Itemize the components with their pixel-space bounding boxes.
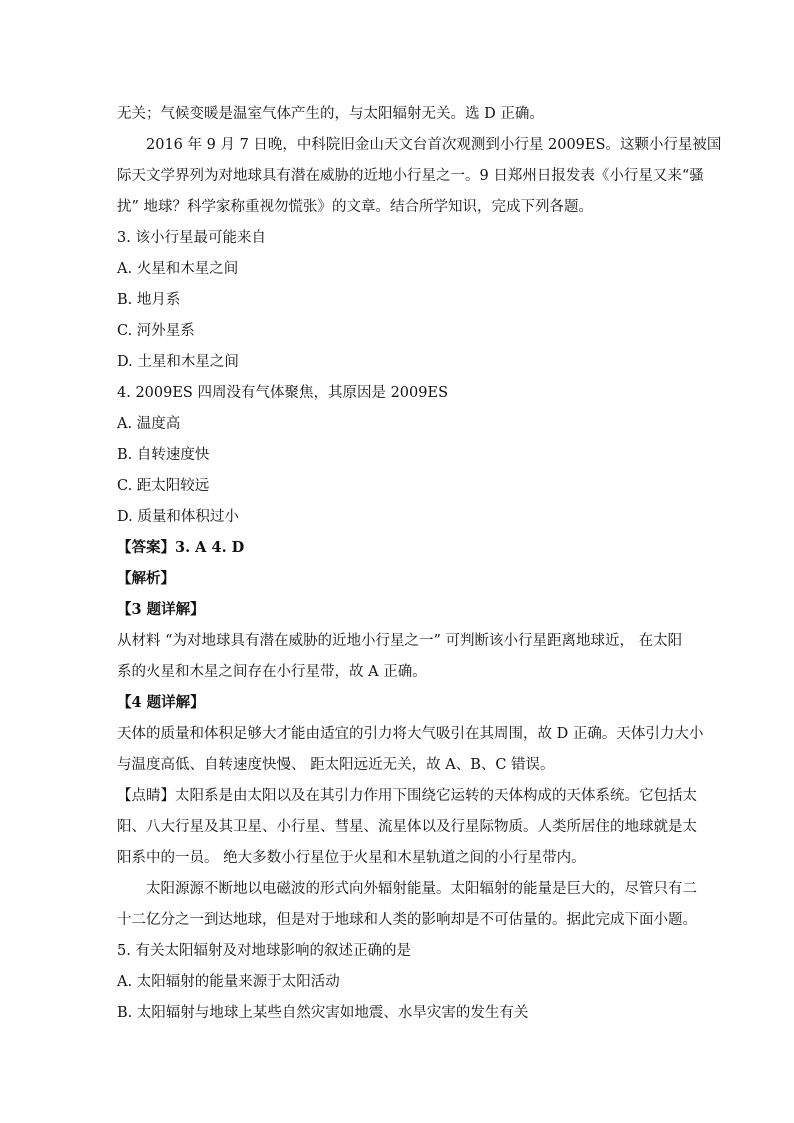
option-a: A. 温度高 xyxy=(117,416,181,432)
option-b: B. 地月系 xyxy=(117,292,181,308)
question-3: 3. 该小行星最可能来自 xyxy=(117,230,266,246)
q3-detail-heading: 【3 题详解】 xyxy=(117,601,205,618)
text-line: 从材料 “为对地球具有潜在威胁的近地小行星之一” 可判断该小行星距离地球近， 在太阳 xyxy=(117,633,683,649)
text-line: 系的火星和木星之间存在小行星带，故 A 正确。 xyxy=(117,664,427,680)
text-line: 阳、八大行星及其卫星、小行星、彗星、流星体以及行星际物质。人类所居住的地球就是太 xyxy=(117,819,697,835)
option-b: B. 太阳辐射与地球上某些自然灾害如地震、水旱灾害的发生有关 xyxy=(117,1005,529,1021)
option-a: A. 太阳辐射的能量来源于太阳活动 xyxy=(117,974,340,990)
text-line: 天体的质量和体积足够大才能由适宜的引力将大气吸引在其周围，故 D 正确。天体引力大小 xyxy=(117,726,704,742)
analysis-heading: 【解析】 xyxy=(117,570,175,587)
q4-detail-heading: 【4 题详解】 xyxy=(117,694,205,711)
option-d: D. 质量和体积过小 xyxy=(117,509,239,525)
question-5: 5. 有关太阳辐射及对地球影响的叙述正确的是 xyxy=(117,943,411,959)
answer-line: 【答案】3. A 4. D xyxy=(117,539,245,556)
text-line: 2016 年 9 月 7 日晚，中科院旧金山天文台首次观测到小行星 2009ES。这颗小行星被国 xyxy=(146,137,722,153)
text-line: 际天文学界列为对地球具有潜在威胁的近地小行星之一。9 日郑州日报发表《小行星又来“骚 xyxy=(117,168,704,184)
option-c: C. 距太阳较远 xyxy=(117,478,210,494)
option-b: B. 自转速度快 xyxy=(117,447,210,463)
option-d: D. 土星和木星之间 xyxy=(117,354,239,370)
point-summary: 【点睛】太阳系是由太阳以及在其引力作用下围绕它运转的天体构成的天体系统。它包括太 xyxy=(117,788,697,804)
option-a: A. 火星和木星之间 xyxy=(117,261,239,277)
text-line: 与温度高低、自转速度快慢、 距太阳远近无关，故 A、B、C 错误。 xyxy=(117,757,555,773)
question-4: 4. 2009ES 四周没有气体聚焦，其原因是 2009ES xyxy=(117,385,448,401)
text-line: 扰” 地球？科学家称重视勿慌张》的文章。结合所学知识，完成下列各题。 xyxy=(117,199,594,215)
text-line: 十二亿分之一到达地球，但是对于地球和人类的影响却是不可估量的。据此完成下面小题。 xyxy=(117,912,697,928)
text-line: 太阳源源不断地以电磁波的形式向外辐射能量。太阳辐射的能量是巨大的，尽管只有二 xyxy=(146,881,697,897)
text-line: 阳系中的一员。 绝大多数小行星位于火星和木星轨道之间的小行星带内。 xyxy=(117,850,586,866)
option-c: C. 河外星系 xyxy=(117,323,195,339)
text-line: 无关；气候变暖是温室气体产生的，与太阳辐射无关。选 D 正确。 xyxy=(117,106,544,122)
